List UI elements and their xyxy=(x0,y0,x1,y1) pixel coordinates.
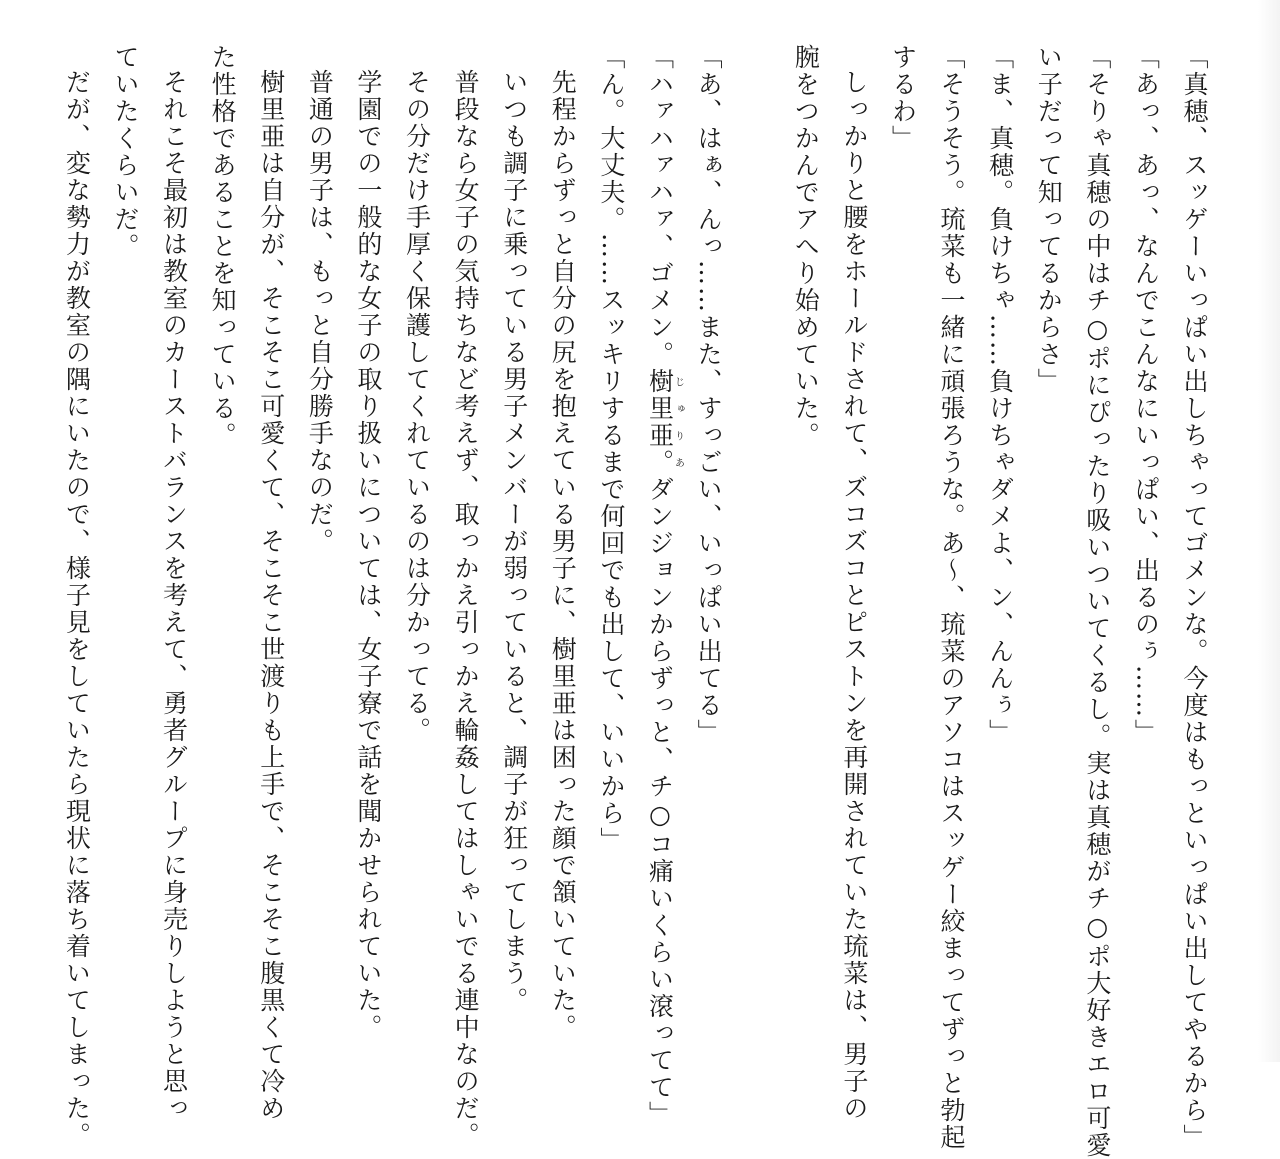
text-line: するわ」 xyxy=(888,44,918,152)
text-line: 「あっ、あっ、なんでこんなにいっぱい、出るのぅ……」 xyxy=(1131,44,1161,746)
text-line: それこそ最初は教室のカーストバランスを考えて、勇者グループに身売りしようと思っ xyxy=(159,69,189,1122)
text-line: 「ま、真穂。負けちゃ……負けちゃダメよ、ン、んんぅ」 xyxy=(985,44,1015,746)
text-line: 樹里亜は自分が、そこそこ可愛くて、そこそこ世渡りも上手で、そこそこ腹黒くて冷め xyxy=(256,69,286,1122)
text-line: 普段なら女子の気持ちなど考えず、取っかえ引っかえ輪姦してはしゃいでる連中なのだ。 xyxy=(451,69,481,1149)
text-segment: 「ハァハァハァ、ゴメン。 xyxy=(645,44,675,368)
page-edge-shadow xyxy=(1258,0,1280,1062)
text-line: い子だって知ってるからさ」 xyxy=(1034,44,1064,395)
text-line: 「あ、はぁ、んっ……また、すっごい、いっぱい出てる」 xyxy=(694,44,724,746)
blank-line xyxy=(732,44,781,1004)
text-line: 腕をつかんでアへり始めていた。 xyxy=(791,44,821,449)
ruby-reading: じゅりあ xyxy=(672,368,684,476)
text-line: 「そりゃ真穂の中はチ○ポにぴったり吸いついてくるし。実は真穂がチ○ポ大好きエロ可愛 xyxy=(1082,44,1112,1159)
text-line-with-ruby xyxy=(635,44,684,1128)
text-line: 普通の男子は、もっと自分勝手なのだ。 xyxy=(305,69,335,555)
text-line: 学園での一般的な女子の取り扱いについては、女子寮で話を聞かせられていた。 xyxy=(353,69,383,1041)
vertical-text-body xyxy=(52,44,1218,1159)
text-line: 「ん。大丈夫。……スッキリするまで何回でも出して、いいから」 xyxy=(596,44,626,854)
text-segment: ダンジョンからずっと、チ○コ痛いくらい滾ってて」 xyxy=(645,476,675,1128)
ruby-name xyxy=(645,368,684,476)
ruby-base: 樹里亜。 xyxy=(645,368,675,476)
text-line: 「そうそう。琉菜も一緒に頑張ろうな。あ～、琉菜のアソコはスッゲー絞まってずっと勃起 xyxy=(937,44,967,1151)
text-line: 先程からずっと自分の尻を抱えている男子に、樹里亜は困った顔で頷いていた。 xyxy=(548,69,578,1041)
text-line: いつも調子に乗っている男子メンバーが弱っていると、調子が狂ってしまう。 xyxy=(499,69,529,1014)
text-line: 「真穂、スッゲーいっぱい出しちゃってゴメンな。今度はもっといっぱい出してやるから」 xyxy=(1180,44,1209,1151)
text-line: その分だけ手厚く保護してくれているのは分かってる。 xyxy=(402,69,432,744)
text-line: だが、変な勢力が教室の隅にいたので、様子見をしていたら現状に落ち着いてしまった。 xyxy=(62,69,92,1149)
text-line: た性格であることを知っている。 xyxy=(208,44,238,449)
text-line: ていたくらいだ。 xyxy=(110,44,140,260)
text-line: しっかりと腰をホールドされて、ズコズコとピストンを再開されていた琉菜は、男子の xyxy=(839,69,869,1122)
